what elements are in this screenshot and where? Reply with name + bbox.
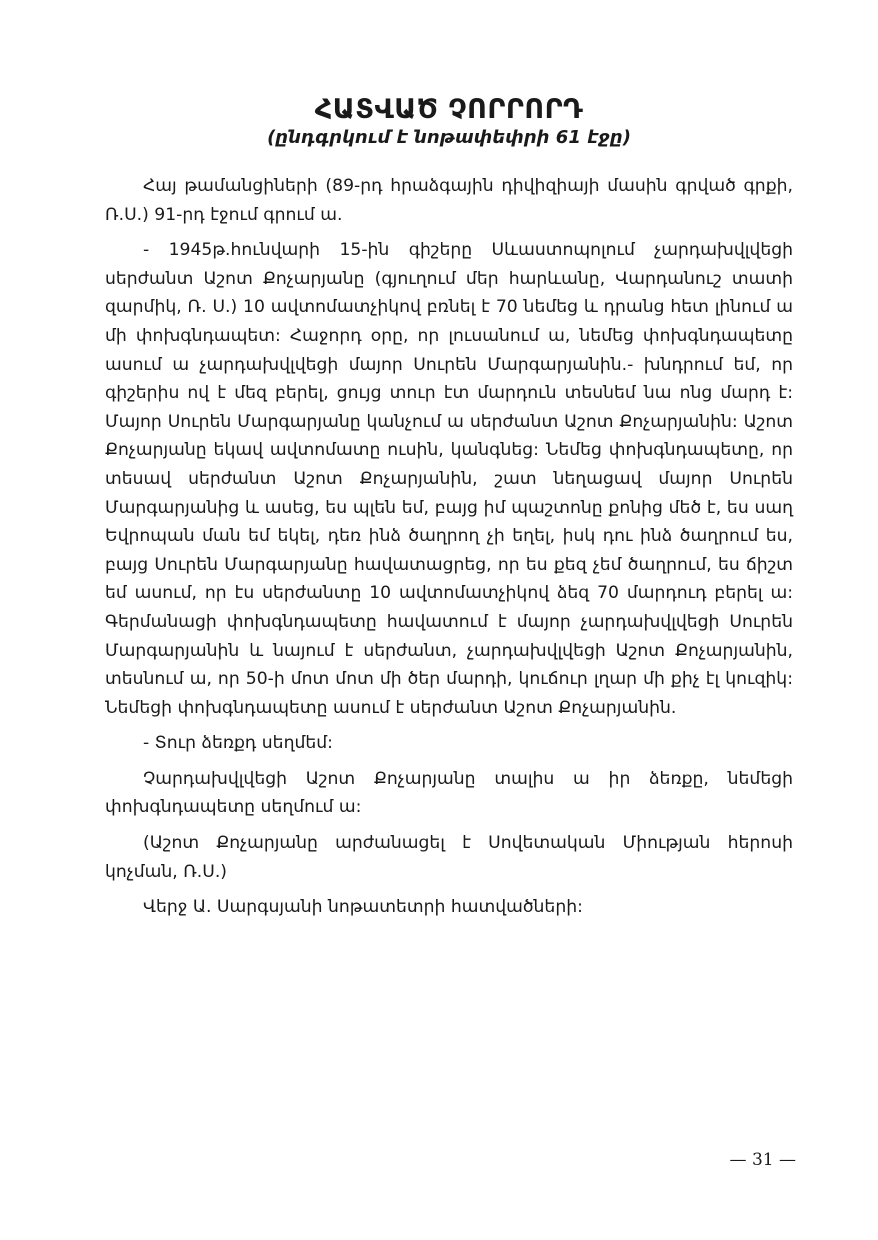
paragraph: Վերջ Ա. Սարգսյանի նոթատետրի հատվածների: (143, 897, 583, 918)
page-number: — 31 — (729, 1150, 796, 1170)
body-text (105, 172, 793, 922)
paragraph: Չարդախվլվեցի Աշոտ Քոչարյանը տալիս ա իր ձեռքը, նեմեցի փոխգնդապետը սեղմում ա: (105, 768, 793, 818)
chapter-subtitle: (ընդգրկում է նոթափեփրի 61 էջը) (267, 127, 631, 148)
paragraph: (Աշոտ Քոչարյանը արժանացել է Սովետական Միության հերոսի կոչման, Ռ.Ս.) (105, 833, 793, 882)
paragraph: - 1945թ.հունվարի 15-ին գիշերը Սևաստոպոլում չարդախվլվեցի սերժանտ Աշոտ Քոչարյանը (գյուղում մեր հարևանը, Վարդանուշ տատի զարմիկ, Ռ. Ս.) 10 ավտոմատչիկով բռնել է 70 նեմեց և դրանց հետ լինում ա մի փոխգնդապետ: Հաջորդ օրը, որ լուսանում ա, նեմեց փոխգնդապետը ասում ա չարդախվլվեցի մայոր Սուրեն Մարգարյանին.- խնդրում եմ, որ գիշերիս ով է մեզ բերել, ցույց տուր էտ մարդուն տեսնեմ նա ոնց մարդ է: Մայոր Սուրեն Մարգարյանը կանչում ա սերժանտ Աշոտ Քոչարյանին: Աշոտ Քոչարյանը եկավ ավտոմատը ուսին, կանգնեց: Նեմեց փոխգնդապետը, որ տեսավ սերժանտ Աշոտ Քոչարյանին, շատ նեղացավ մայոր Սուրեն Մարգարյանից և ասեց, ես պլեն եմ, բայց իմ պաշտոնը քոնից մեծ է, ես սաղ Եվրոպան ման եմ եկել, դեռ ինձ ծաղրող չի եղել, իսկ դու ինձ ծաղրում ես, բայց Սուրեն Մարգարյանը հավատացրեց, որ ես քեզ չեմ ծաղրում, ես ճիշտ եմ ասում, որ էս սերժանտը 10 ավտոմատչիկով ձեզ 70 մարդուդ բերել ա: Գերմանացի փոխգնդապետը հավատում է մայոր չարդախվլվեցի Սուրեն Մարգարյանին և նայում է սերժանտ, չարդախվլվեցի Աշոտ Քոչարյանին, տեսնում ա, որ 50-ի մոտ մոտ մի ծեր մարդի, կուճուր լղար մի քիչ էլ կուզիկ: Նեմեցի փոխգնդապետը ասում է սերժանտ Աշոտ Քոչարյանին. (105, 240, 793, 718)
paragraph: - Տուր ձեռքդ սեղմեմ: (143, 733, 333, 754)
chapter-title: ՀԱՏՎԱԾ ՉՈՐՐՈՐԴ (314, 94, 584, 125)
page-content (105, 94, 793, 929)
paragraph: Հայ թամանցիների (89-րդ հրաձգային դիվիզիայի մասին գրված գրքի, Ռ.Ս.) 91-րդ էջում գրում ա. (105, 176, 793, 225)
